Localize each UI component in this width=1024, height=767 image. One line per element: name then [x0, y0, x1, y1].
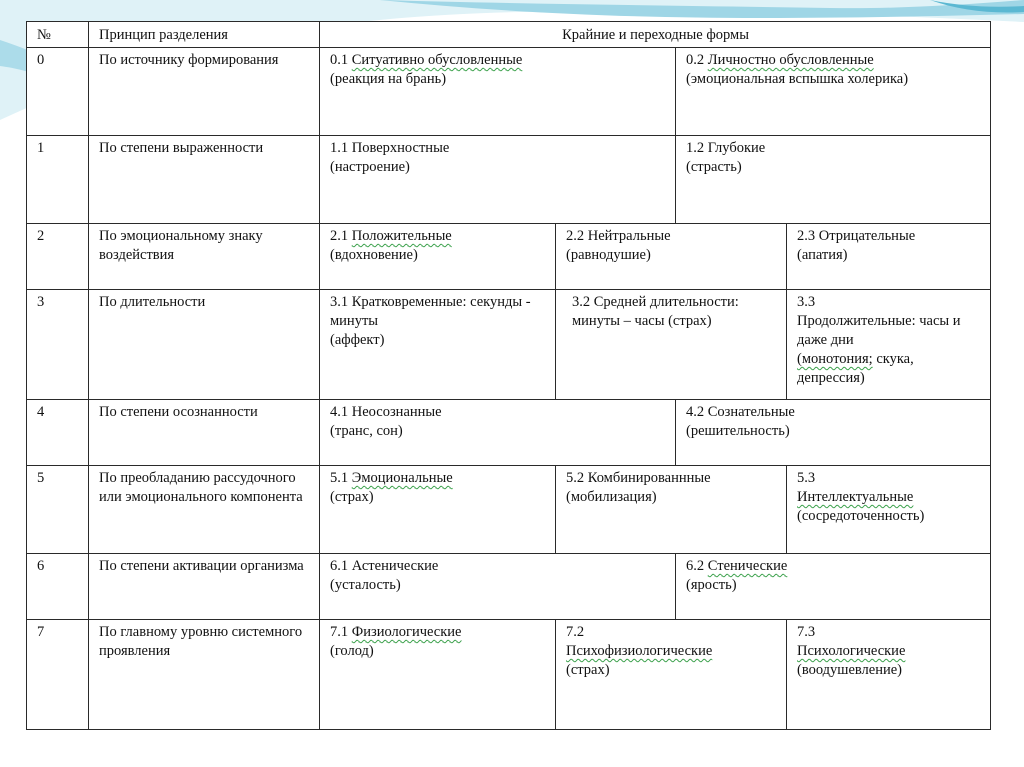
- emotion-classification-table: [26, 21, 991, 730]
- row-number: 1: [27, 136, 89, 224]
- form-cell: 6.1 Астенические (усталость): [320, 554, 676, 620]
- row-principle: По степени выраженности: [89, 136, 320, 224]
- form-cell: 7.1 Физиологические (голод): [320, 620, 556, 730]
- row-number: 5: [27, 466, 89, 554]
- row-principle: По степени осознанности: [89, 400, 320, 466]
- form-cell: 6.2 Стенические (ярость): [676, 554, 991, 620]
- form-cell: 1.2 Глубокие (страсть): [676, 136, 991, 224]
- table-header-row: [27, 22, 991, 48]
- row-number: 3: [27, 290, 89, 400]
- table-row: [27, 554, 991, 620]
- table-row: [27, 136, 991, 224]
- row-number: 4: [27, 400, 89, 466]
- form-cell: 0.1 Ситуативно обусловленные (реакция на брань): [320, 48, 676, 136]
- row-number: 7: [27, 620, 89, 730]
- form-cell: 2.2 Нейтральные (равнодушие): [556, 224, 787, 290]
- form-cell: 5.2 Комбинированнные (мобилизация): [556, 466, 787, 554]
- header-number-cell: №: [27, 22, 89, 48]
- row-principle: По источнику формирования: [89, 48, 320, 136]
- header-forms-cell: Крайние и переходные формы: [320, 22, 991, 48]
- form-cell: 3.1 Кратковременные: секунды - минуты (аффект): [320, 290, 556, 400]
- row-principle: По степени активации организма: [89, 554, 320, 620]
- form-cell: 3.3 Продолжительные: часы и даже дни (монотония; скука, депрессия): [787, 290, 991, 400]
- table-row: [27, 466, 991, 554]
- row-principle: По главному уровню системного проявления: [89, 620, 320, 730]
- form-cell: 2.3 Отрицательные (апатия): [787, 224, 991, 290]
- form-cell: 3.2 Средней длительности: минуты – часы (страх): [556, 290, 787, 400]
- row-number: 0: [27, 48, 89, 136]
- row-number: 2: [27, 224, 89, 290]
- row-principle: По длительности: [89, 290, 320, 400]
- form-cell: 5.1 Эмоциональные (страх): [320, 466, 556, 554]
- form-cell: 4.1 Неосознанные (транс, сон): [320, 400, 676, 466]
- form-cell: 7.3 Психологические (воодушевление): [787, 620, 991, 730]
- form-cell: 2.1 Положительные (вдохновение): [320, 224, 556, 290]
- form-cell: 1.1 Поверхностные (настроение): [320, 136, 676, 224]
- form-cell: 7.2 Психофизиологические (страх): [556, 620, 787, 730]
- header-principle-cell: Принцип разделения: [89, 22, 320, 48]
- table-row: [27, 224, 991, 290]
- row-number: 6: [27, 554, 89, 620]
- form-cell: 0.2 Личностно обусловленные (эмоциональная вспышка холерика): [676, 48, 991, 136]
- form-cell: 4.2 Сознательные (решительность): [676, 400, 991, 466]
- table-row: [27, 48, 991, 136]
- row-principle: По эмоциональному знаку воздействия: [89, 224, 320, 290]
- table-row: [27, 290, 991, 400]
- table-row: [27, 400, 991, 466]
- form-cell: 5.3 Интеллектуальные (сосредоточенность): [787, 466, 991, 554]
- row-principle: По преобладанию рассудочного или эмоционального компонента: [89, 466, 320, 554]
- table-row: [27, 620, 991, 730]
